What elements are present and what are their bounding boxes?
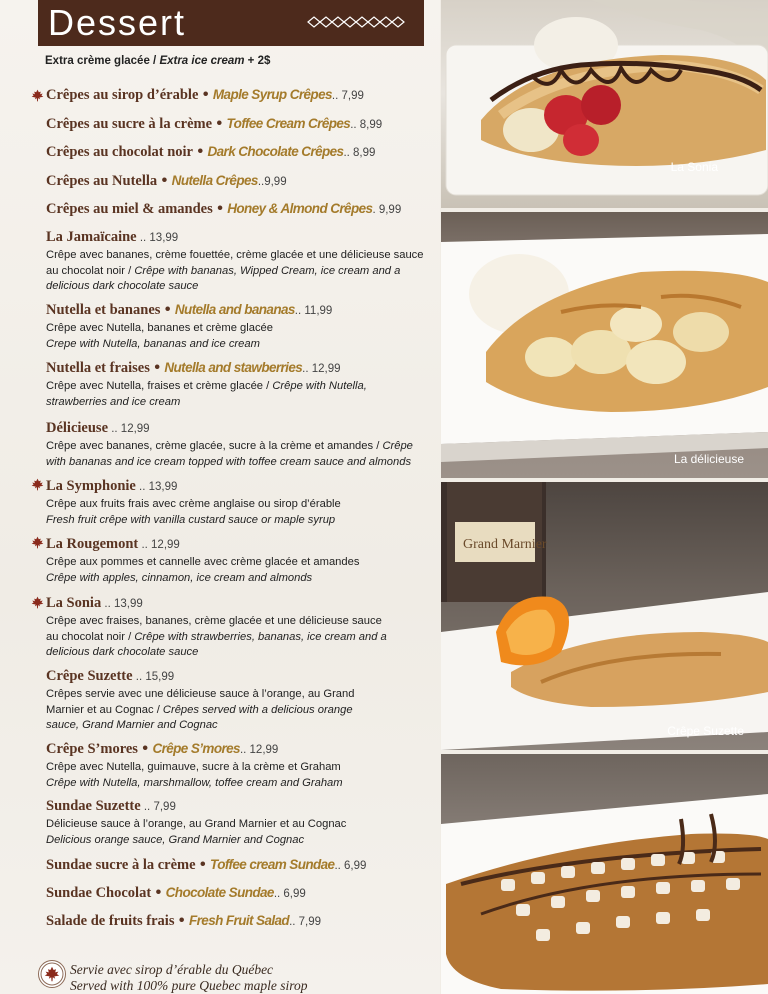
item-separator: •	[195, 856, 211, 873]
item-separator: •	[149, 359, 165, 376]
item-name-en: Dark Chocolate Crêpes	[207, 144, 344, 159]
item-description	[46, 321, 426, 352]
item-price: .. 13,99	[135, 481, 178, 493]
photo-la-sonia	[441, 0, 768, 208]
item-name: Crêpes au Nutella	[46, 173, 158, 189]
item-desc-en: Crêpe with apples, cinnamon, ice cream and almonds	[46, 571, 313, 584]
item-price: .. 6,99	[273, 888, 306, 900]
photo-la-delicieuse	[441, 212, 768, 478]
item-separator: •	[160, 301, 175, 318]
crepe-suzette-image	[441, 482, 768, 750]
item-description	[46, 614, 391, 661]
footer-line-en: Served with 100% pure Quebec maple sirop	[70, 978, 308, 993]
item-desc-fr: Crêpe avec bananes, crème glacée, sucre à la crème et amandes /	[46, 440, 383, 452]
item-name: La Rougemont	[46, 536, 139, 552]
item-name: Crêpe Suzette	[46, 668, 133, 684]
photo-crepe-smores	[441, 754, 768, 994]
item-name: Crêpe S’mores	[46, 741, 138, 757]
item-name-en: Nutella and bananas	[174, 302, 295, 317]
item-desc-en: Crêpe with bananas, Wipped Cream, ice cream and a delicious dark chocolate sauce	[46, 264, 401, 292]
item-separator: •	[198, 86, 213, 103]
item-price: .. 12,99	[138, 539, 180, 551]
extra-price: + 2$	[244, 55, 271, 67]
maple-leaf-icon	[31, 536, 44, 549]
crepe-delicieuse-image	[441, 212, 768, 478]
item-name-en: Toffee Cream Crêpes	[226, 116, 351, 131]
item-description	[46, 439, 426, 470]
item-desc-fr: Crêpe aux pommes et cannelle avec crème glacée et amandes	[46, 556, 360, 568]
item-description	[46, 817, 426, 848]
extra-en: Extra ice cream	[159, 55, 245, 67]
maple-seal-icon	[38, 960, 66, 988]
item-desc-fr: Crêpe avec bananes, crème fouettée, crème glacée et une délicieuse sauce au chocolat noir /	[46, 249, 424, 277]
item-name-en: Chocolate Sundae	[165, 885, 274, 900]
item-desc-en: Crêpe with Nutella, strawberries and ice cream	[46, 380, 367, 408]
menu-item-crepe-smores	[46, 740, 426, 791]
item-description	[46, 687, 376, 734]
item-name-en: Toffee cream Sundae	[210, 857, 335, 872]
item-desc-fr: Délicieuse sauce à l’orange, au Grand Marnier et au Cognac	[46, 818, 347, 830]
item-desc-en: Fresh fruit crêpe with vanilla custard sauce or maple syrup	[46, 513, 336, 526]
item-price: . 9,99	[372, 204, 402, 216]
item-price: .. 7,99	[140, 801, 176, 813]
item-price: .. 8,99	[343, 147, 376, 159]
menu-item-la-sonia	[46, 594, 426, 661]
item-desc-fr: Crêpe avec fraises, bananes, crème glacée et une délicieuse sauce au chocolat noir /	[46, 615, 382, 643]
item-separator: •	[193, 143, 208, 160]
item-description	[46, 379, 426, 410]
item-name-en: Nutella and stawberries	[164, 360, 303, 375]
item-desc-fr: Crêpe avec Nutella, bananes et crème glacée	[46, 322, 273, 334]
item-desc-en: Crêpes served with a delicious orange sauce, Grand Marnier and Cognac	[46, 703, 353, 731]
item-desc-fr: Crêpe avec Nutella, guimauve, sucre à la crème et Graham	[46, 761, 341, 773]
item-price: .. 13,99	[101, 598, 143, 610]
item-price: .. 7,99	[331, 90, 364, 102]
photo-caption: Crêpe Suzette	[667, 724, 744, 738]
item-separator: •	[212, 115, 227, 132]
diamond-ornament	[306, 16, 406, 28]
item-name: Sundae sucre à la crème	[46, 857, 196, 873]
item-price: .. 12,99	[239, 744, 279, 756]
extra-fr: Extra crème glacée /	[45, 55, 160, 67]
item-separator: •	[137, 740, 153, 757]
crepe-sonia-image	[441, 0, 768, 208]
section-header	[38, 0, 424, 46]
menu-item-sundae-suzette	[46, 797, 426, 848]
menu-item-dark-chocolate-crepes	[46, 143, 426, 161]
item-name: Sundae Chocolat	[46, 885, 152, 901]
item-price: .. 11,99	[294, 305, 333, 317]
menu-item-delicieuse	[46, 419, 426, 470]
item-desc-fr: Crêpes servie avec une délicieuse sauce à l’orange, au Grand Marnier et au Cognac /	[46, 688, 355, 716]
maple-leaf-icon	[31, 478, 44, 491]
item-name: Nutella et bananes	[46, 302, 161, 318]
footer-line-fr: Servie avec sirop d’érable du Québec	[70, 962, 274, 977]
item-name: Crêpes au sucre à la crème	[46, 116, 213, 132]
item-name: Nutella et fraises	[46, 360, 150, 376]
item-description	[46, 497, 426, 528]
item-name: Sundae Suzette	[46, 798, 141, 814]
item-desc-fr: Crêpe avec Nutella, fraises et crème glacée /	[46, 380, 273, 392]
item-name-en: Crêpe S’mores	[152, 741, 240, 756]
extra-ice-cream-note	[45, 55, 270, 67]
item-price: .. 7,99	[289, 916, 322, 928]
item-name-en: Fresh Fruit Salad	[188, 913, 290, 928]
item-desc-en: Crêpe with Nutella, marshmallow, toffee cream and Graham	[46, 776, 343, 789]
item-price: .. 6,99	[334, 860, 367, 872]
item-desc-en: Crêpe with strawberries, bananas, ice cream and a delicious dark chocolate sauce	[46, 630, 387, 658]
item-name: Crêpes au miel & amandes	[46, 201, 213, 217]
item-price: .. 15,99	[132, 671, 175, 683]
menu-item-nutella-crepes	[46, 172, 426, 190]
item-name: La Sonia	[46, 595, 102, 611]
section-title: Dessert	[48, 2, 187, 43]
item-separator: •	[212, 200, 228, 217]
item-desc-fr: Crêpe aux fruits frais avec crème anglaise ou sirop d’érable	[46, 498, 341, 510]
item-name: Crêpes au sirop d’érable	[46, 87, 199, 103]
item-name: Salade de fruits frais	[46, 913, 175, 929]
photo-crepe-suzette	[441, 482, 768, 750]
item-description	[46, 760, 426, 791]
item-price: .. 8,99	[350, 119, 383, 131]
menu-item-la-symphonie	[46, 477, 426, 528]
item-name-en: Nutella Crêpes	[171, 173, 258, 188]
item-separator: •	[157, 172, 172, 189]
maple-leaf-icon	[31, 89, 44, 102]
item-desc-en: Crepe with Nutella, bananas and ice cream	[46, 337, 260, 350]
item-separator: •	[174, 912, 189, 929]
menu-item-la-rougemont	[46, 535, 426, 586]
crepe-smores-image	[441, 754, 768, 994]
menu-item-nutella-fraises	[46, 359, 426, 410]
item-separator: •	[151, 884, 166, 901]
item-name-en: Honey & Almond Crêpes	[227, 201, 373, 216]
item-desc-en: Crêpe with bananas and ice cream topped with toffee cream sauce and almonds	[46, 440, 413, 468]
item-name: Crêpes au chocolat noir	[46, 144, 193, 160]
item-description	[46, 248, 426, 295]
item-price: .. 12,99	[302, 363, 341, 375]
item-name: La Symphonie	[46, 478, 136, 494]
photo-caption: La Sonia	[670, 160, 718, 174]
item-name-en: Maple Syrup Crêpes	[212, 87, 332, 102]
menu-item-chocolate-sundae	[46, 884, 426, 902]
maple-leaf-icon	[31, 596, 44, 609]
photo-caption: La délicieuse	[673, 452, 744, 466]
menu-item-maple-syrup-crepes	[46, 86, 426, 104]
menu-item-fresh-fruit-salad	[46, 912, 426, 930]
menu-item-toffee-cream-crepes	[46, 115, 426, 133]
menu-item-nutella-bananes	[46, 301, 426, 352]
menu-item-toffee-cream-sundae	[46, 856, 426, 874]
item-price: .. 13,99	[136, 232, 179, 244]
menu-item-la-jamaicaine	[46, 228, 426, 295]
item-description	[46, 555, 426, 586]
item-price: .. 12,99	[108, 423, 150, 435]
item-price: ..9,99	[257, 176, 287, 188]
item-name: Délicieuse	[46, 420, 109, 436]
menu-item-honey-almond-crepes	[46, 200, 426, 218]
item-name: La Jamaïcaine	[46, 229, 137, 245]
svg-text:Grand Marnier: Grand Marnier	[463, 537, 547, 552]
menu-item-crepe-suzette	[46, 667, 426, 734]
item-desc-en: Delicious orange sauce, Grand Marnier and Cognac	[46, 833, 305, 846]
